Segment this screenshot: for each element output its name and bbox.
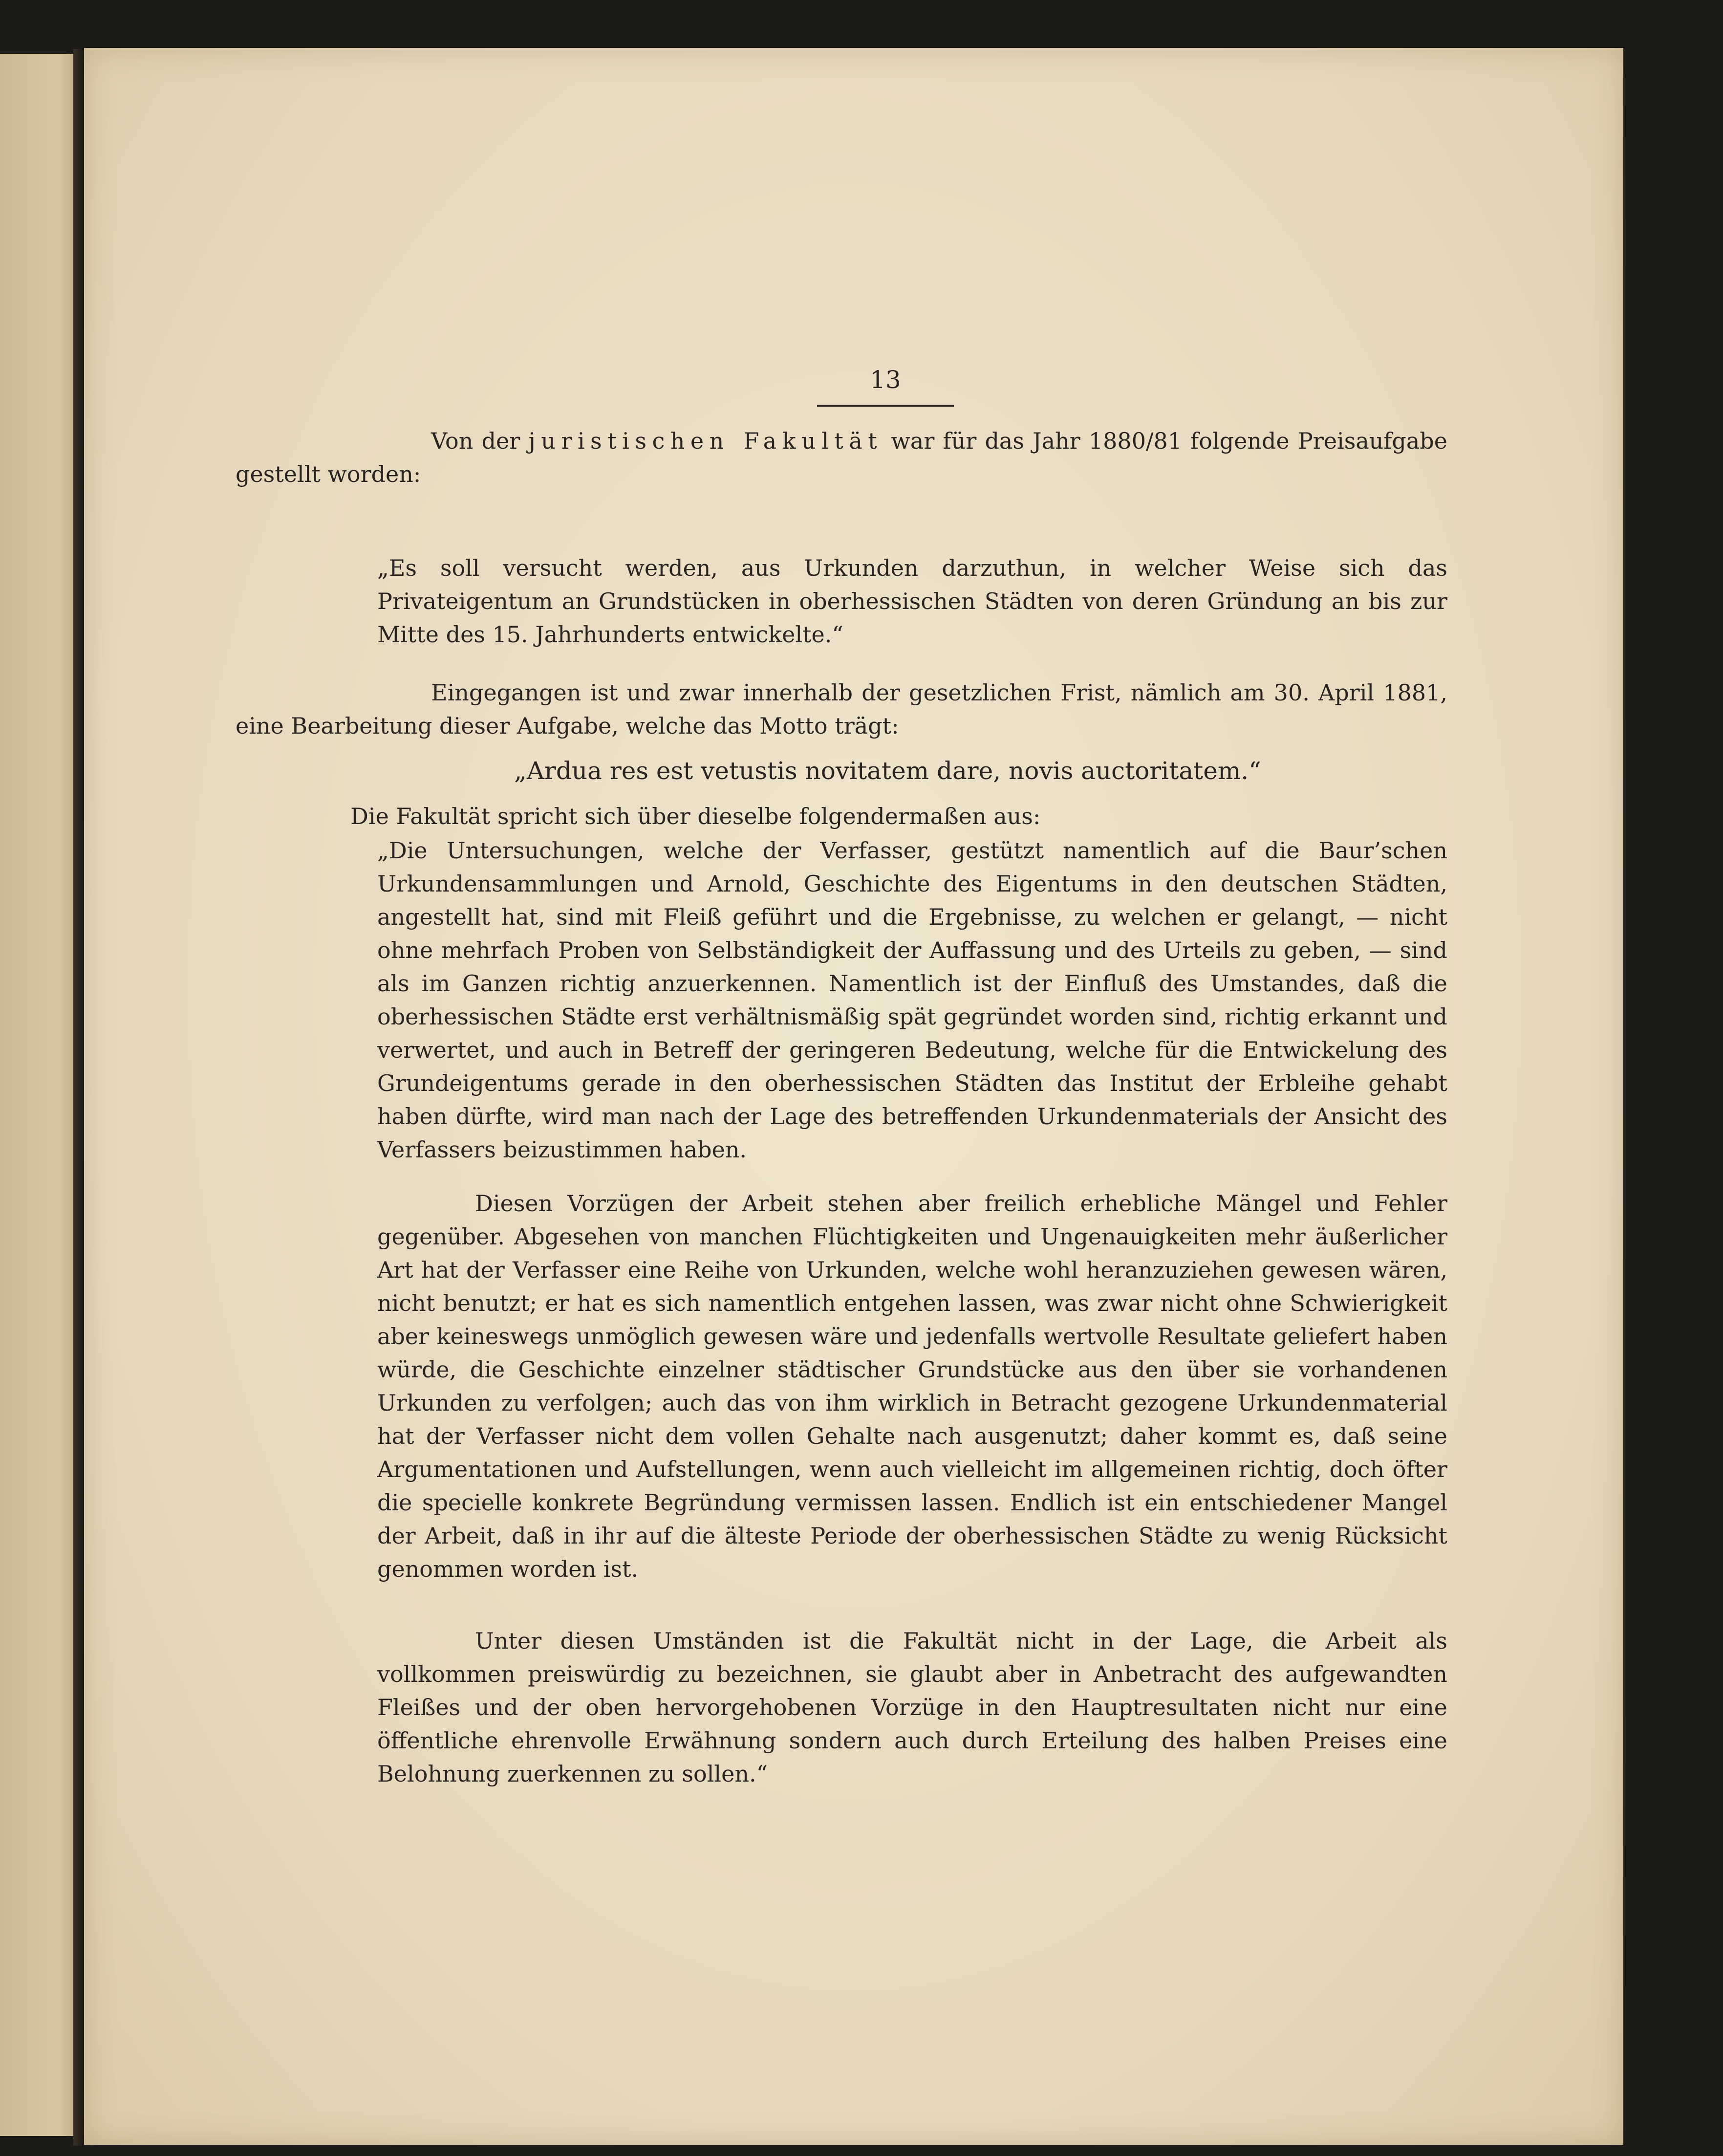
verdict-intro: Die Fakultät spricht sich über dieselbe folgendermaßen aus: [350,803,1041,829]
submission-paragraph: Eingegangen ist und zwar innerhalb der gesetzlichen Frist, nämlich am 30. April 1881, eine Bearbeitung dieser Aufgabe, welche das Motto trägt: [236,679,1447,739]
prize-question: „Es soll versucht werden, aus Urkunden darzuthun, in welcher Weise sich das Privateigentum an Grundstücken in oberhessischen Städten von deren Gründung an bis zur Mitte des 15. Jahrhunderts entwickelte.“ [377,555,1447,648]
previous-page-edge [0,54,83,2136]
verdict-paragraph-2: Diesen Vorzügen der Arbeit stehen aber freilich erhebliche Mängel und Fehler gegenüber. Abgesehen von manchen Flüchtigkeiten und Ungenauigkeiten mehr äußerlicher Art hat der Verfasser eine Reihe von Urkunden, welche wohl heranzuziehen gewesen wären, nicht benutzt; er hat es sich namentlich entgehen lassen, was zwar nicht ohne Schwierigkeit aber keineswegs unmöglich gewesen wäre und jedenfalls wertvolle Resultate geliefert haben würde, die Geschichte einzelner städtischer Grundstücke aus den über sie vorhandenen Urkunden zu verfolgen; auch das von ihm wirklich in Betracht gezogene Urkundenmaterial hat der Verfasser nicht dem vollen Gehalte nach ausgenutzt; daher kommt es, daß seine Argumentationen und Aufstellungen, wenn auch vielleicht im allgemeinen richtig, doch öfter die specielle konkrete Begründung vermissen lassen. Endlich ist ein entschiedener Mangel der Arbeit, daß in ihr auf die älteste Periode der oberhessischen Städte zu wenig Rücksicht genommen worden ist. [377,1190,1447,1582]
book-page [84,48,1623,2145]
faculty-name: juristischen Fakultät [528,428,883,454]
verdict-paragraph-3: Unter diesen Umständen ist die Fakultät nicht in der Lage, die Arbeit als vollkommen preiswürdig zu bezeichnen, sie glaubt aber in Anbetracht des aufgewandten Fleißes und der oben hervorgehobenen Vorzüge in den Hauptresultaten nicht nur eine öffentliche ehrenvolle Erwähnung sondern auch durch Erteilung des halben Preises eine Belohnung zuerkennen zu sollen.“ [377,1628,1447,1787]
intro-rest: war für das Jahr 1880/81 folgende Preisaufgabe gestellt worden: [236,428,1447,487]
intro-paragraph [236,424,1447,491]
motto: „Ardua res est vetustis novitatem dare, novis auctoritatem.“ [514,757,1261,785]
verdict-paragraph-1: „Die Untersuchungen, welche der Verfasser, gestützt namentlich auf die Baur’schen Urkundensammlungen und Arnold, Geschichte des Eigentums in den deutschen Städten, angestellt hat, sind mit Fleiß geführt und die Ergebnisse, zu welchen er gelangt, — nicht ohne mehrfach Proben von Selbständigkeit der Auffassung und des Urteils zu geben, — sind als im Ganzen richtig anzuerkennen. Namentlich ist der Einfluß des Umstandes, daß die oberhessischen Städte erst verhältnismäßig spät gegründet worden sind, richtig erkannt und verwertet, und auch in Betreff der geringeren Bedeutung, welche für die Entwickelung des Grundeigentums gerade in den oberhessischen Städten das Institut der Erbleihe gehabt haben dürfte, wird man nach der Lage des betreffenden Urkundenmaterials der Ansicht des Verfassers beizustimmen haben. [377,837,1447,1163]
page-number: 13 [870,366,901,394]
page-number-rule [817,405,954,407]
intro-lead: Von der [431,428,529,454]
